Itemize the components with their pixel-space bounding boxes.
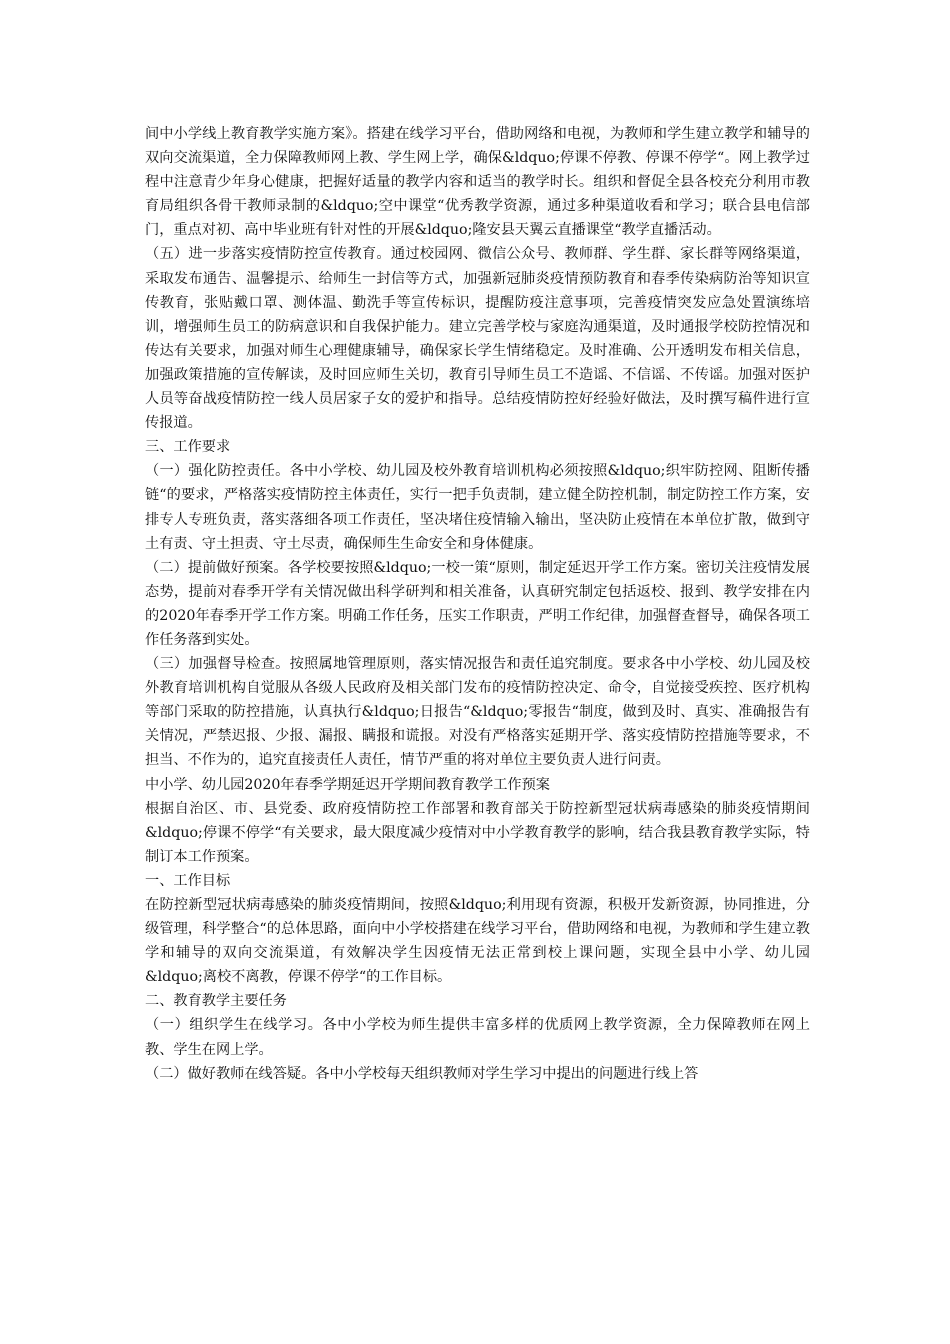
heading-main-tasks: 二、教育教学主要任务 bbox=[145, 993, 287, 1010]
paragraph-preamble: 根据自治区、市、县党委、政府疫情防控工作部署和教育部关于防控新型冠状病毒感染的肺炎疫情期间&ldquo;停课不停学“有关要求，最大限度减少疫情对中小学教育教学的影响，结合我县教育教学实际，特制订本工作预案。 bbox=[145, 800, 810, 865]
paragraph-supervision-inspection: （三）加强督导检查。按照属地管理原则，落实情况报告和责任追究制度。要求各中小学校、幼儿园及校外教育培训机构自觉服从各级人民政府及相关部门发布的疫情防控决定、命令，自觉接受疾控、医疗机构等部门采取的防控措施，认真执行&ldquo;日报告“&ldquo;零报告“制度，做到及时、真实、准确报告有关情况，严禁迟报、少报、漏报、瞒报和谎报。对没有严格落实延期开学、落实疫情防控措施等要求，不担当、不作为的，追究直接责任人责任，情节严重的将对单位主要负责人进行问责。 bbox=[145, 656, 810, 769]
paragraph-online-learning: （一）组织学生在线学习。各中小学校为师生提供丰富多样的优质网上教学资源，全力保障教师在网上教、学生在网上学。 bbox=[145, 1017, 810, 1058]
heading-work-requirements: 三、工作要求 bbox=[145, 439, 231, 456]
paragraph-online-teaching-plan: 间中小学线上教育教学实施方案》。搭建在线学习平台，借助网络和电视，为教师和学生建立教学和辅导的双向交流渠道，全力保障教师网上教、学生网上学，确保&ldquo;停课不停教、停课不停学“。网上教学过程中注意青少年身心健康，把握好适量的教学内容和适当的教学时长。组织和督促全县各校充分利用市教育局组织各骨干教师录制的&ldquo;空中课堂“优秀教学资源，通过多种渠道收看和学习；联合县电信部门，重点对初、高中毕业班有针对性的开展&ldquo;隆安县天翼云直播课堂“教学直播活动。 bbox=[145, 126, 810, 239]
paragraph-epidemic-publicity: （五）进一步落实疫情防控宣传教育。通过校园网、微信公众号、教师群、学生群、家长群等网络渠道，采取发布通告、温馨提示、给师生一封信等方式，加强新冠肺炎疫情预防教育和春季传染病防治等知识宣传教育，张贴戴口罩、测体温、勤洗手等宣传标识，提醒防疫注意事项，完善疫情突发应急处置演练培训，增强师生员工的防病意识和自我保护能力。建立完善学校与家庭沟通渠道，及时通报学校防控情况和传达有关要求，加强对师生心理健康辅导，确保家长学生情绪稳定。及时准确、公开透明发布相关信息，加强政策措施的宣传解读，及时回应师生关切，教育引导师生员工不造谣、不信谣、不传谣。加强对医护人员等奋战疫情防控一线人员居家子女的爱护和指导。总结疫情防控好经验好做法，及时撰写稿件进行宣传报道。 bbox=[145, 246, 810, 432]
paragraph-work-goals: 在防控新型冠状病毒感染的肺炎疫情期间，按照&ldquo;利用现有资源，积极开发新资源，协同推进，分级管理，科学整合“的总体思路，面向中小学校搭建在线学习平台，借助网络和电视，为教师和学生建立教学和辅导的双向交流渠道，有效解决学生因疫情无法正常到校上课问题，实现全县中小学、幼儿园&ldquo;离校不离教，停课不停学“的工作目标。 bbox=[145, 897, 810, 986]
paragraph-strengthen-responsibility: （一）强化防控责任。各中小学校、幼儿园及校外教育培训机构必须按照&ldquo;织牢防控网、阻断传播链“的要求，严格落实疫情防控主体责任，实行一把手负责制，建立健全防控机制，制定防控工作方案，安排专人专班负责，落实落细各项工作责任，坚决堵住疫情输入输出，坚决防止疫情在本单位扩散，做到守土有责、守土担责、守土尽责，确保师生生命安全和身体健康。 bbox=[145, 463, 810, 552]
paragraph-advance-plan: （二）提前做好预案。各学校要按照&ldquo;一校一策“原则，制定延迟开学工作方案。密切关注疫情发展态势，提前对春季开学有关情况做出科学研判和相关准备，认真研究制定包括返校、报到、教学安排在内的2020年春季开学工作方案。明确工作任务，压实工作职责，严明工作纪律，加强督查督导，确保各项工作任务落到实处。 bbox=[145, 559, 810, 648]
heading-work-goals: 一、工作目标 bbox=[145, 872, 231, 889]
paragraph-online-qa: （二）做好教师在线答疑。各中小学校每天组织教师对学生学习中提出的问题进行线上答 bbox=[145, 1065, 699, 1082]
document-section-title: 中小学、幼儿园2020年春季学期延迟开学期间教育教学工作预案 bbox=[145, 776, 550, 793]
document-body bbox=[145, 122, 810, 1086]
